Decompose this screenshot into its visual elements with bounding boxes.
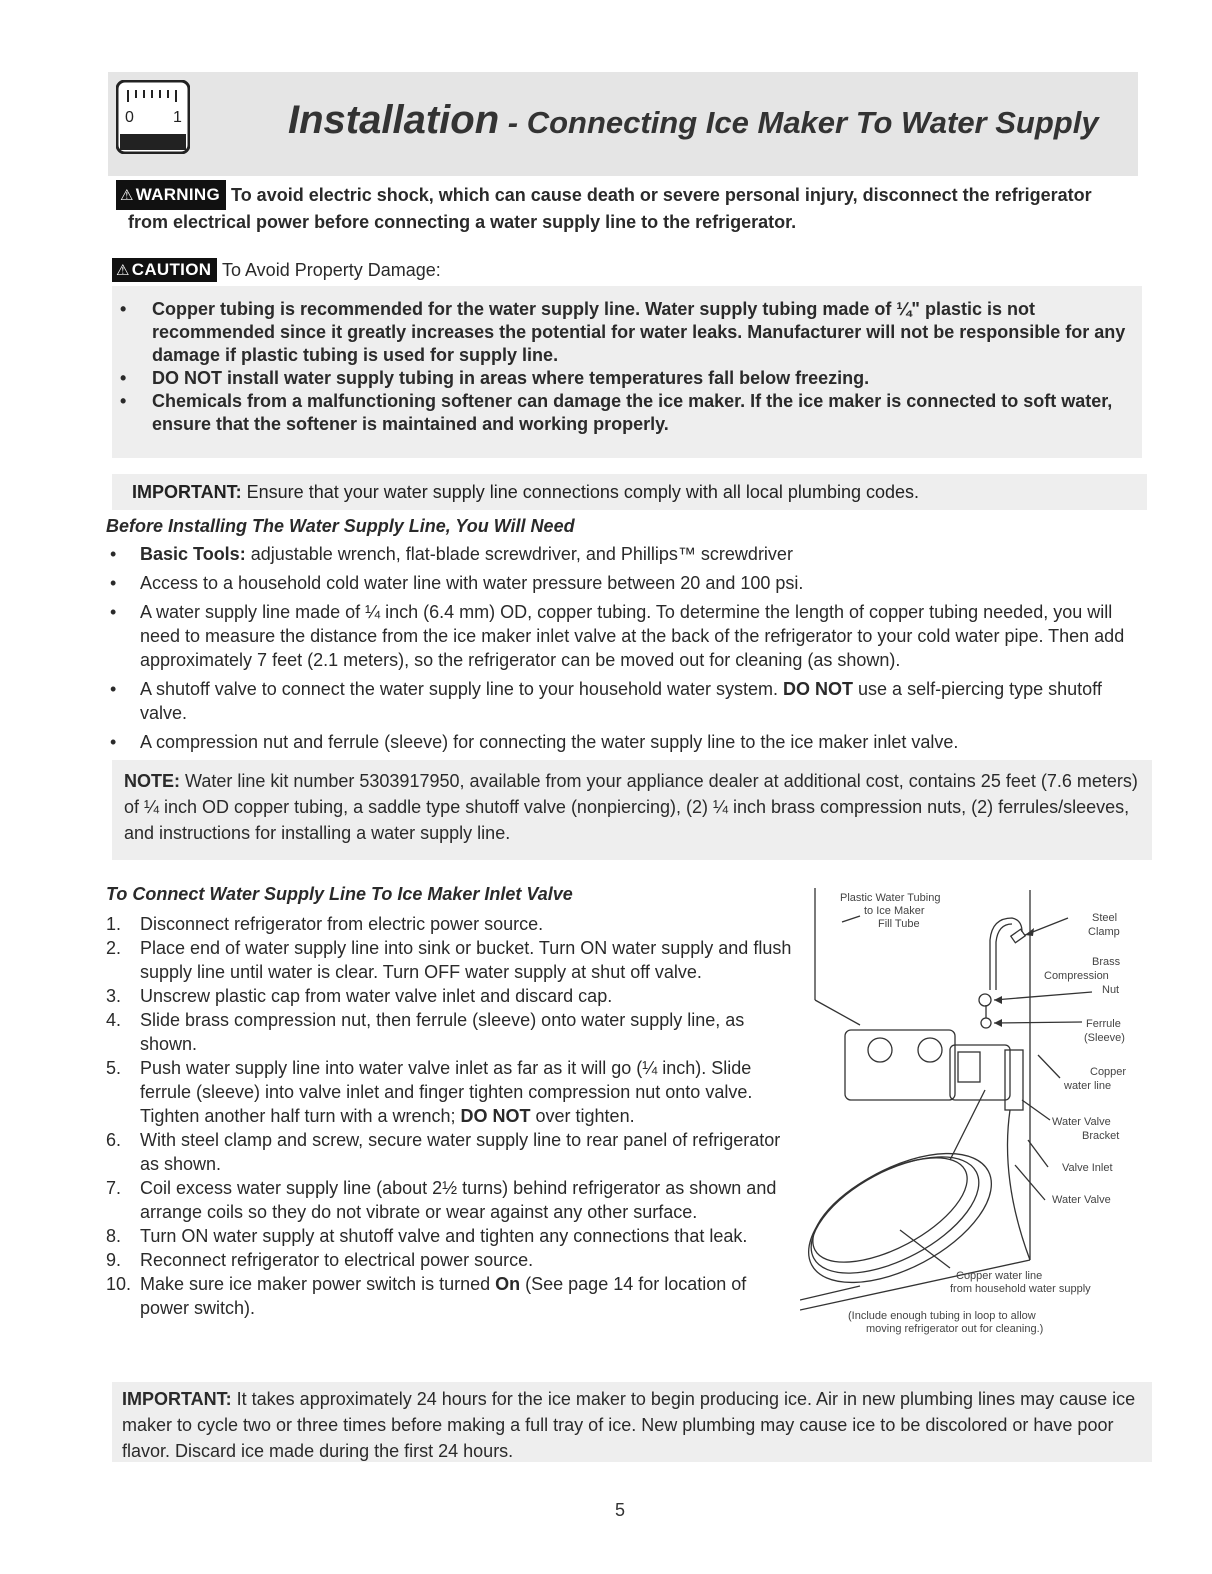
step-text: Unscrew plastic cap from water valve inlet and discard cap. <box>140 986 613 1006</box>
ruler-icon <box>116 80 190 154</box>
section-heading-before-installing: Before Installing The Water Supply Line, You Will Need <box>106 516 575 536</box>
warning-line-2: from electrical power before connecting a water supply line to the refrigerator. <box>128 212 797 232</box>
label-plastic-water-tubing: Plastic Water Tubing <box>840 892 941 904</box>
label-steel: Steel <box>1092 912 1118 924</box>
label-clamp: Clamp <box>1088 926 1120 938</box>
caution-item: • Chemicals from a malfunctioning softener can damage the ice maker. If the ice maker is connected to soft water, ensure that the softener is maintained and working properly. <box>118 390 1138 436</box>
caution-badge <box>112 258 217 282</box>
step-text: Make sure ice maker power switch is turned <box>140 1274 496 1294</box>
list-item: • Access to a household cold water line with water pressure between 20 and 100 psi. <box>106 571 1151 595</box>
step-item <box>106 912 796 936</box>
list-item: • A water supply line made of ¼ inch (6.4 mm) OD, copper tubing. To determine the length of copper tubing needed, you will need to measure the distance from the ice maker inlet valve at the back of the refrigerator to your cold water pipe. Then add approximately 7 feet (2.1 meters), so the refrigerator can be moved out for cleaning (as shown). <box>106 600 1151 672</box>
step-text: Reconnect refrigerator to electrical power source. <box>140 1250 534 1270</box>
warning-badge-label: WARNING <box>135 185 221 204</box>
label-include-1: (Include enough tubing in loop to allow <box>848 1310 1036 1322</box>
label-water-line: water line <box>1064 1080 1112 1092</box>
warning-block <box>116 180 1136 235</box>
note-text: Water line kit number 5303917950, available from your appliance dealer at additional cost, contains 25 feet (7.6 meters) of ¼ inch OD copper tubing, a saddle type shutoff valve (nonpiercing), (2) ¼ inch brass compression nuts, (2) ferrules/sleeves, and instructions for installing a water supply line. <box>124 771 1138 843</box>
step-number: 1. <box>106 914 122 934</box>
step-number: 5. <box>106 1058 122 1078</box>
step-number: 6. <box>106 1130 122 1150</box>
label-water-valve: Water Valve <box>1052 1116 1111 1128</box>
requirements-list <box>106 542 1151 759</box>
caution-triangle-icon: ⚠ <box>116 262 130 279</box>
step-item <box>106 1224 796 1248</box>
label-brass: Brass <box>1092 956 1121 968</box>
step-number: 10. <box>106 1274 132 1294</box>
title-main: Installation <box>288 98 500 142</box>
do-not-label: DO NOT <box>783 679 854 699</box>
note-label: NOTE: <box>124 771 180 791</box>
caution-heading-text: To Avoid Property Damage: <box>221 260 441 280</box>
list-item <box>106 677 1151 725</box>
label-include-2: moving refrigerator out for cleaning.) <box>866 1323 1044 1335</box>
important-label: IMPORTANT: <box>122 1389 232 1409</box>
label-copper-water-line: Copper water line <box>956 1270 1043 1282</box>
step-text-post: over tighten. <box>530 1106 635 1126</box>
important-text: It takes approximately 24 hours for the ice maker to begin producing ice. Air in new plumbing lines may cause ice maker to cycle two or three times before making a full tray of ice. New plumbing may cause ice to be discolored or have poor flavor. Discard ice made during the first 24 hours. <box>122 1389 1136 1461</box>
step-text: With steel clamp and screw, secure water supply line to rear panel of refrigerator as shown. <box>140 1130 781 1174</box>
warning-badge <box>116 180 226 210</box>
step-item <box>106 1128 796 1176</box>
label-compression: Compression <box>1044 970 1109 982</box>
step-bold: On <box>495 1274 521 1294</box>
important-label: IMPORTANT: <box>132 482 242 502</box>
important-notice-plumbing <box>112 474 1147 510</box>
step-text: Turn ON water supply at shutoff valve and tighten any connections that leak. <box>140 1226 748 1246</box>
label-to-ice-maker: to Ice Maker <box>864 905 925 917</box>
step-text: Coil excess water supply line (about 2½ turns) behind refrigerator as shown and arrange coils so they do not vibrate or wear against any other surface. <box>140 1178 777 1222</box>
caution-badge-label: CAUTION <box>131 260 212 279</box>
installation-diagram <box>800 880 1150 1360</box>
step-item <box>106 1056 796 1128</box>
label-fill-tube: Fill Tube <box>878 918 920 930</box>
step-number: 7. <box>106 1178 122 1198</box>
list-item <box>106 542 1151 566</box>
step-bold: DO NOT <box>460 1106 531 1126</box>
page-header <box>108 72 1138 176</box>
step-text-post: (See page 14 for location of power switch). <box>140 1274 747 1318</box>
ruler-right-label: 1 <box>173 109 182 126</box>
tools-label: Basic Tools: <box>140 544 246 564</box>
list-item: • A compression nut and ferrule (sleeve) for connecting the water supply line to the ice maker inlet valve. <box>106 730 1151 754</box>
step-number: 3. <box>106 986 122 1006</box>
ruler-left-label: 0 <box>125 109 134 126</box>
step-text: Slide brass compression nut, then ferrule (sleeve) onto water supply line, as shown. <box>140 1010 745 1054</box>
important-text: Ensure that your water supply line connections comply with all local plumbing codes. <box>241 482 920 502</box>
note-block <box>112 760 1152 860</box>
title-sub: - Connecting Ice Maker To Water Supply <box>499 105 1099 140</box>
step-item <box>106 1008 796 1056</box>
caution-item: • Copper tubing is recommended for the water supply line. Water supply tubing made of ¼" plastic is not recommended since it greatly increases the potential for water leaks. Manufacturer will not be responsible for any damage if plastic tubing is used for supply line. <box>118 298 1138 367</box>
label-ferrule: Ferrule <box>1086 1018 1121 1030</box>
step-text: Push water supply line into water valve inlet as far as it will go (¼ inch). Slide ferrule (sleeve) into valve inlet and finger tighten compression nut onto valve. Tighten another half turn with a wrench; <box>140 1058 753 1126</box>
step-text: Place end of water supply line into sink or bucket. Turn ON water supply and flush supply line until water is clear. Turn OFF water supply at shut off valve. <box>140 938 792 982</box>
tools-text: adjustable wrench, flat-blade screwdriver, and Phillips™ screwdriver <box>245 544 793 564</box>
step-item <box>106 1248 796 1272</box>
installation-steps <box>106 912 796 1320</box>
label-nut: Nut <box>1102 984 1120 996</box>
label-valve-inlet: Valve Inlet <box>1062 1162 1113 1174</box>
label-water-valve-2: Water Valve <box>1052 1194 1111 1206</box>
label-copper: Copper <box>1090 1066 1127 1078</box>
caution-heading <box>112 258 441 282</box>
shutoff-text: A shutoff valve to connect the water supply line to your household water system. <box>140 679 784 699</box>
step-number: 9. <box>106 1250 122 1270</box>
caution-list <box>118 298 1138 436</box>
warning-triangle-icon: ⚠ <box>120 187 134 204</box>
page-number: 5 <box>614 1500 625 1520</box>
step-item <box>106 1176 796 1224</box>
step-item <box>106 1272 796 1320</box>
label-from-household: from household water supply <box>950 1283 1091 1295</box>
step-item <box>106 936 796 984</box>
caution-item: • DO NOT install water supply tubing in areas where temperatures fall below freezing. <box>118 367 1138 390</box>
step-item <box>106 984 796 1008</box>
step-text: Disconnect refrigerator from electric power source. <box>140 914 544 934</box>
page-title <box>288 98 1099 143</box>
step-number: 4. <box>106 1010 122 1030</box>
warning-line-1: To avoid electric shock, which can cause death or severe personal injury, disconnect the refrigerator <box>231 185 1092 205</box>
label-bracket: Bracket <box>1082 1130 1120 1142</box>
label-sleeve: (Sleeve) <box>1084 1032 1125 1044</box>
step-number: 2. <box>106 938 122 958</box>
step-number: 8. <box>106 1226 122 1246</box>
shutoff-text-post: use a self-piercing type shutoff valve. <box>140 679 1102 723</box>
important-notice-ice <box>112 1382 1152 1462</box>
section-heading-connect: To Connect Water Supply Line To Ice Maker Inlet Valve <box>106 884 573 904</box>
